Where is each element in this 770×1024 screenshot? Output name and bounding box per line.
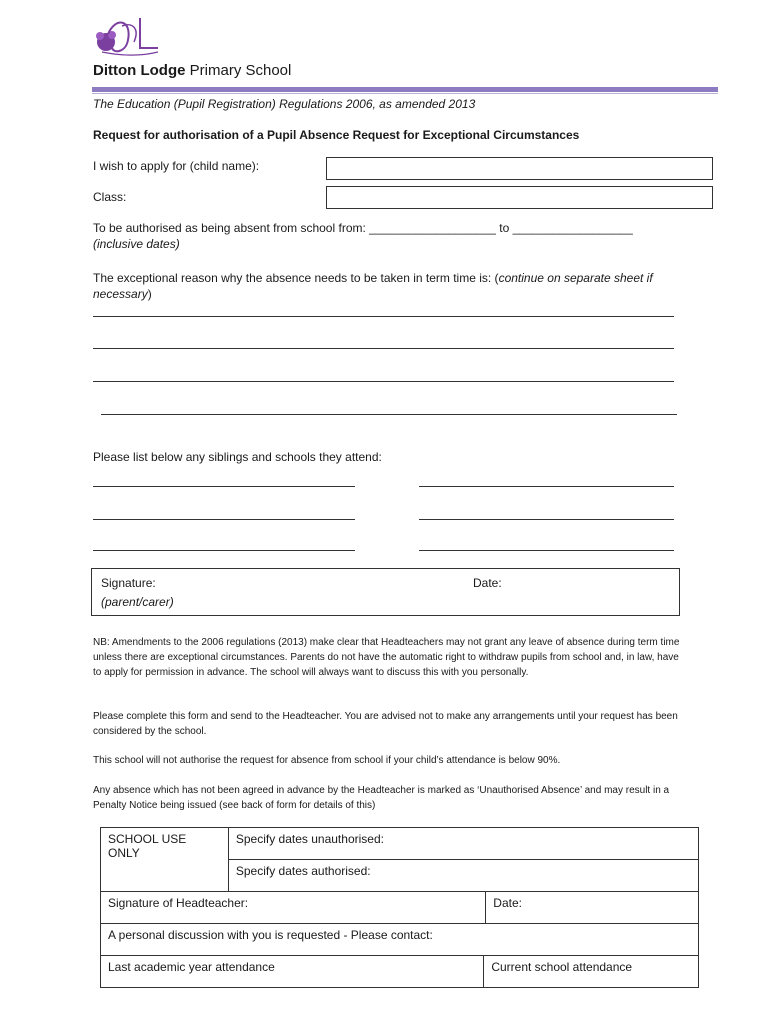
signature-sub-label: (parent/carer) [101,595,174,609]
header-rule [92,87,718,92]
dates-authorised-field[interactable]: Specify dates authorised: [228,860,698,892]
school-logo [92,12,162,62]
regulations-text: The Education (Pupil Registration) Regulations 2006, as amended 2013 [93,97,476,111]
school-line[interactable] [419,486,674,487]
siblings-label: Please list below any siblings and schools they attend: [93,450,382,464]
class-field[interactable] [326,186,713,209]
class-label: Class: [93,190,127,204]
reason-line[interactable] [93,348,674,349]
school-use-title: SCHOOL USE ONLY [101,828,229,892]
signature-label: Signature: [101,576,156,590]
reason-label: The exceptional reason why the absence needs to be taken in term time is: (continue on separate sheet if necessary) [93,271,653,301]
school-line[interactable] [419,550,674,551]
head-signature-field[interactable]: Signature of Headteacher: [101,892,486,924]
attendance-note: This school will not authorise the request for absence from school if your child’s attendance is below 90%. [93,755,561,766]
last-year-attendance-field[interactable]: Last academic year attendance [101,956,484,988]
penalty-note: Any absence which has not been agreed in advance by the Headteacher is marked as ‘Unauthorised Absence’ and may result in a Penalty Notice being issued (see back of form for details of this) [93,785,670,811]
head-date-field[interactable]: Date: [486,892,699,924]
sibling-line[interactable] [93,550,355,551]
header-rule-thin [92,93,718,94]
reason-line[interactable] [93,316,674,317]
reason-line[interactable] [101,414,677,415]
reason-line[interactable] [93,381,674,382]
current-attendance-field[interactable]: Current school attendance [484,956,699,988]
dates-unauthorised-field[interactable]: Specify dates unauthorised: [228,828,698,860]
school-line[interactable] [419,519,674,520]
inclusive-dates-note: (inclusive dates) [93,237,180,251]
signature-box[interactable] [91,568,680,616]
complete-note: Please complete this form and send to the Headteacher. You are advised not to make any arrangements until your request has been considered by the school. [93,711,678,737]
sibling-line[interactable] [93,519,355,520]
school-name: Ditton Lodge Primary School [93,62,292,79]
sibling-line[interactable] [93,486,355,487]
absence-dates-text[interactable]: To be authorised as being absent from school from: ___________________ to __________________ [93,221,633,235]
school-use-table [100,827,699,988]
child-name-label: I wish to apply for (child name): [93,159,260,173]
nb-note: NB: Amendments to the 2006 regulations (2013) make clear that Headteachers may not grant any leave of absence during term time unless there are exceptional circumstances. Parents do not have the automatic right to withdraw pupils from school and, in law, have to apply for permission in advance. The school will always want to discuss this with you personally. [93,637,680,678]
discussion-field[interactable]: A personal discussion with you is requested - Please contact: [101,924,699,956]
request-title: Request for authorisation of a Pupil Absence Request for Exceptional Circumstances [93,128,580,142]
child-name-field[interactable] [326,157,713,180]
signature-date-label: Date: [473,576,502,590]
